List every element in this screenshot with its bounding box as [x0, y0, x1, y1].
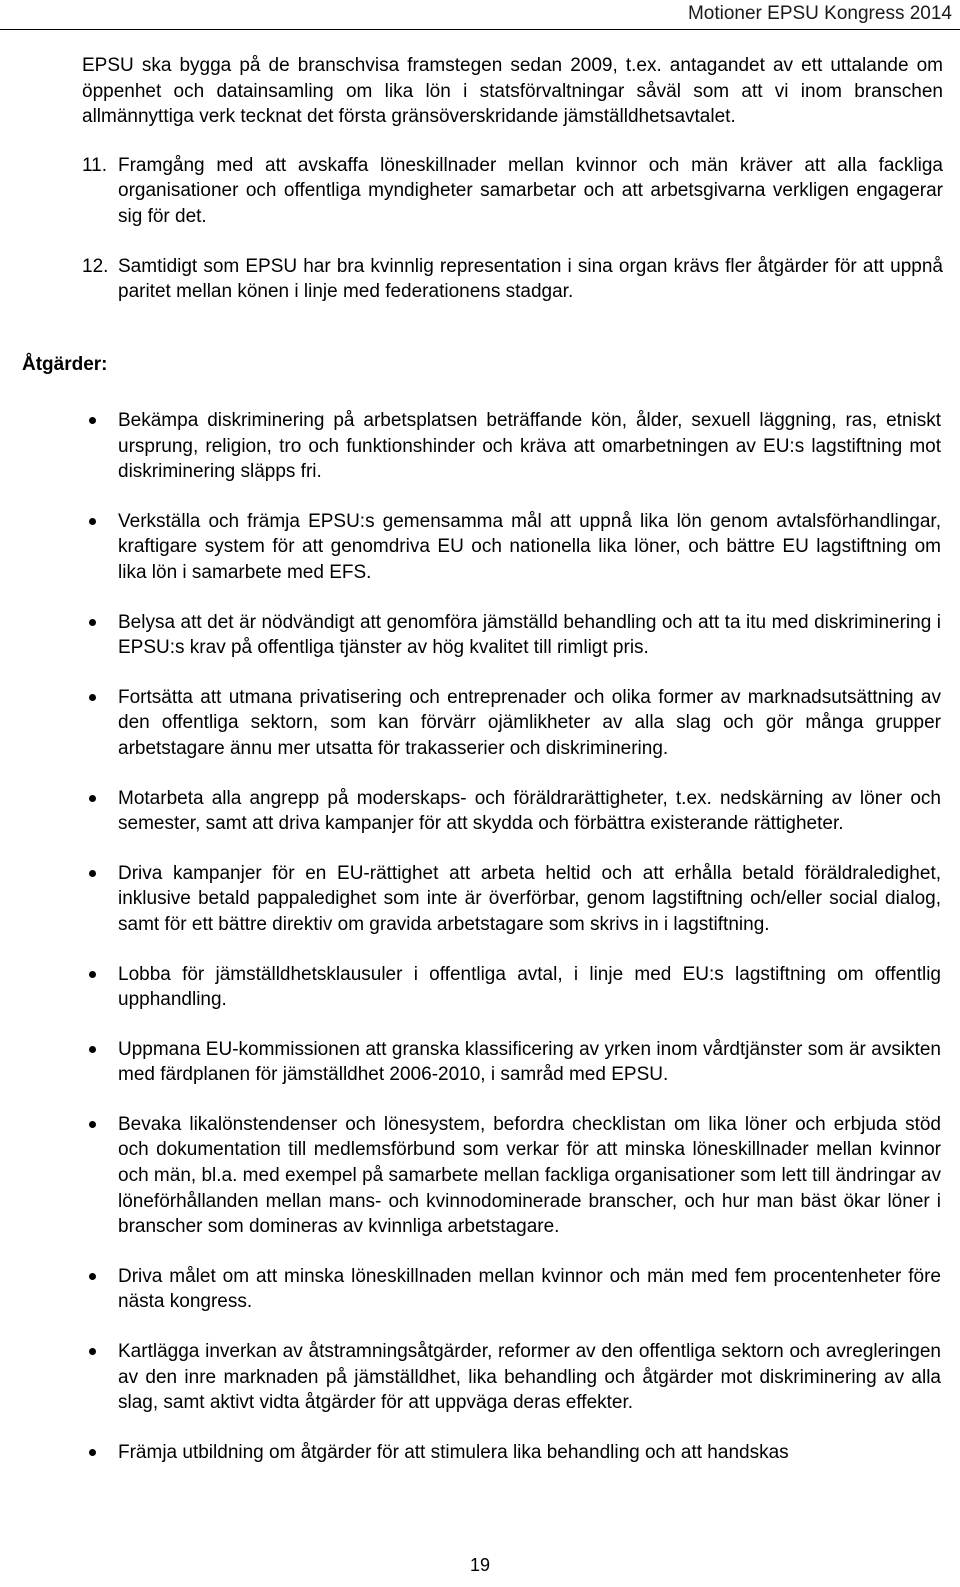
- action-item: [118, 408, 941, 485]
- bullet-icon: [89, 870, 96, 877]
- bullet-icon: [89, 971, 96, 978]
- bullet-icon: [89, 1046, 96, 1053]
- running-header: Motioner EPSU Kongress 2014: [687, 3, 952, 24]
- action-text: Verkställa och främja EPSU:s gemensamma mål att uppnå lika lön genom avtalsförhandlingar, kraftigare system för att genomdriva EU och nationella lika löner, och bättre EU lagstiftning om lika lön i samarbete med EFS.: [118, 510, 941, 583]
- action-item: [118, 509, 941, 586]
- actions-heading: Åtgärder:: [22, 354, 108, 375]
- numbered-paragraph-12: [82, 254, 943, 305]
- page-number: 19: [469, 1555, 491, 1575]
- action-item: [118, 610, 941, 661]
- action-text: Lobba för jämställdhetsklausuler i offentliga avtal, i linje med EU:s lagstiftning om offentlig upphandling.: [118, 963, 941, 1011]
- paragraph-number: 11.: [82, 154, 108, 176]
- action-item: [118, 786, 941, 837]
- actions-list: [118, 408, 941, 1489]
- bullet-icon: [89, 694, 96, 701]
- action-item: [118, 962, 941, 1013]
- paragraph-text: Samtidigt som EPSU har bra kvinnlig representation i sina organ krävs fler åtgärder för att uppnå paritet mellan könen i linje med federationens stadgar.: [118, 255, 943, 303]
- action-item: [118, 1440, 941, 1466]
- action-item: [118, 861, 941, 938]
- numbered-paragraph-11: [82, 153, 943, 230]
- action-item: [118, 685, 941, 762]
- paragraph-number: 12.: [82, 255, 109, 277]
- action-text: Belysa att det är nödvändigt att genomföra jämställd behandling och att ta itu med diskriminering i EPSU:s krav på offentliga tjänster av hög kvalitet till rimligt pris.: [118, 611, 941, 659]
- bullet-icon: [89, 619, 96, 626]
- action-item: [118, 1264, 941, 1315]
- action-text: Driva kampanjer för en EU-rättighet att arbeta heltid och att erhålla betald föräldraledighet, inklusive betald pappaledighet som inte är överförbar, genom lagstiftning och/eller social dialog, samt för ett bättre direktiv om gravida arbetstagare som skrivs in i lagstiftning.: [118, 862, 941, 935]
- action-text: Driva målet om att minska löneskillnaden mellan kvinnor och män med fem procentenheter före nästa kongress.: [118, 1265, 941, 1313]
- action-item: [118, 1339, 941, 1416]
- action-text: Bekämpa diskriminering på arbetsplatsen beträffande kön, ålder, sexuell läggning, ras, etniskt ursprung, religion, tro och funktionshinder och kräva att omarbetningen av EU:s lagstiftning mot diskriminering släpps fri.: [118, 410, 941, 483]
- action-text: Bevaka likalönstendenser och lönesystem, befordra checklistan om lika löner och erbjuda stöd och dokumentation till medlemsförbund som verkar för att minska löneskillnader mellan kvinnor och män, bl.a. med exempel på samarbete mellan fackliga organisationer som lett till ändringar av löneförhållanden mellan mans- och kvinnodominerade branscher, och hur man bäst ökar löner i branscher som domineras av kvinnliga arbetstagare.: [118, 1113, 941, 1238]
- action-text: Uppmana EU-kommissionen att granska klassificering av yrken inom vårdtjänster som är avsikten med färdplanen för jämställdhet 2006-2010, i samråd med EPSU.: [118, 1038, 941, 1086]
- bullet-icon: [89, 795, 96, 802]
- header-divider: [0, 29, 960, 30]
- bullet-icon: [89, 1449, 96, 1456]
- document-body: [82, 53, 943, 305]
- bullet-icon: [89, 417, 96, 424]
- action-item: [118, 1112, 941, 1240]
- bullet-icon: [89, 1121, 96, 1128]
- bullet-icon: [89, 518, 96, 525]
- bullet-icon: [89, 1273, 96, 1280]
- action-item: [118, 1037, 941, 1088]
- action-text: Motarbeta alla angrepp på moderskaps- och föräldrarättigheter, t.ex. nedskärning av löner och semester, samt att driva kampanjer för att skydda och förbättra existerande rättigheter.: [118, 787, 941, 835]
- bullet-icon: [89, 1348, 96, 1355]
- action-text: Kartlägga inverkan av åtstramningsåtgärder, reformer av den offentliga sektorn och avregleringen av den inre marknaden på jämställdhet, lika behandling och åtgärder mot diskriminering av alla slag, samt aktivt vidta åtgärder för att uppväga deras effekter.: [118, 1341, 941, 1414]
- paragraph-text: Framgång med att avskaffa löneskillnader mellan kvinnor och män kräver att alla fackliga organisationer och offentliga myndigheter samarbetar och att arbetsgivarna verkligen engagerar sig för det.: [118, 154, 943, 227]
- action-text: Främja utbildning om åtgärder för att stimulera lika behandling och att handskas: [118, 1441, 789, 1463]
- action-text: Fortsätta att utmana privatisering och entreprenader och olika former av marknadsutsättning av den offentliga sektorn, som kan förvärr ojämlikheter av alla slag och gör många grupper arbetstagare ännu mer utsatta för trakasserier och diskriminering.: [118, 686, 941, 759]
- intro-paragraph: EPSU ska bygga på de branschvisa framstegen sedan 2009, t.ex. antagandet av ett uttalande om öppenhet och datainsamling om lika lön i statsförvaltningar såväl som att vi inom branschen allmännyttiga verk tecknat det första gränsöverskridande jämställdhetsavtalet.: [82, 55, 943, 128]
